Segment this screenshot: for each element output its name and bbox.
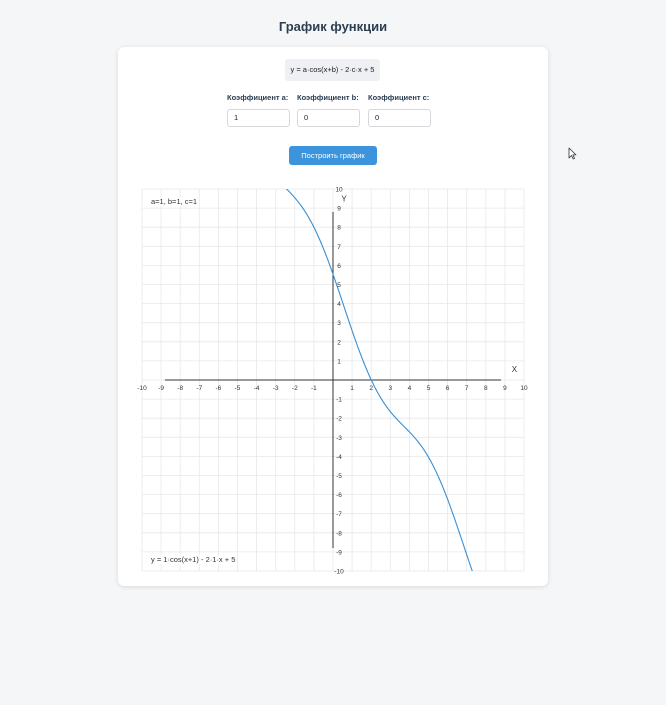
coefficient-b-label: Коэффициент b: [297,93,359,102]
coefficient-a-label: Коэффициент a: [227,93,289,102]
y-tick-label: -6 [336,492,342,500]
coefficient-a-input[interactable] [227,109,290,127]
x-tick-label: -7 [196,385,203,392]
y-tick-label: -10 [334,568,344,576]
x-tick-label: 4 [407,385,412,392]
coefficient-c-label: Коэффициент c: [368,93,430,102]
y-tick-label: -7 [336,511,342,519]
x-tick-label: -8 [177,385,184,392]
y-tick-label: -3 [336,434,342,442]
y-tick-label: 6 [337,262,341,270]
y-tick-label: -2 [336,415,342,423]
y-tick-label: 1 [337,358,341,366]
x-tick-label: -3 [272,385,279,392]
y-tick-label: -1 [336,396,342,404]
x-tick-label: 5 [426,385,431,392]
x-tick-label: -10 [137,385,147,392]
x-tick-label: 8 [483,385,488,392]
x-tick-label: -2 [291,385,298,392]
x-tick-label: 6 [445,385,450,392]
x-tick-label: -4 [253,385,260,392]
coefficient-b-field [297,93,361,127]
y-tick-label: 2 [337,339,341,347]
x-tick-label: -6 [215,385,222,392]
x-tick-label: 10 [520,385,528,392]
formula-display: y = a·cos(x+b) - 2·c·x + 5 [285,59,380,81]
y-tick-label: -8 [336,530,342,538]
y-tick-label: 9 [337,205,341,213]
y-tick-label: 10 [335,186,343,194]
plot-formula-label: y = 1·cos(x+1) - 2·1·x + 5 [151,555,236,564]
y-tick-label: 7 [337,243,341,251]
y-tick-label: 4 [337,301,341,309]
function-plot [137,186,528,576]
y-tick-label: -9 [336,549,342,557]
y-axis-label: Y [341,194,347,204]
y-tick-label: 8 [337,224,341,232]
y-tick-label: 3 [337,320,341,328]
coefficient-a-field [227,93,291,127]
coefficient-c-field [368,93,432,127]
y-tick-label: 5 [337,282,341,289]
plot-canvas [137,186,528,576]
mouse-cursor-icon [568,147,577,160]
x-tick-label: 2 [369,385,374,392]
x-axis-label: X [511,365,518,374]
function-card [118,47,548,586]
x-tick-label: 1 [350,385,354,392]
page-title: График функции [278,19,388,34]
coefficient-b-input[interactable] [297,109,360,127]
x-tick-label: 9 [503,385,507,392]
x-tick-label: 3 [388,385,393,392]
coefficients-label: a=1, b=1, c=1 [151,197,198,206]
y-tick-label: -5 [336,473,342,480]
coefficient-c-input[interactable] [368,109,431,127]
x-tick-label: -5 [234,385,241,392]
y-tick-label: -4 [336,453,342,461]
x-tick-label: -9 [158,385,164,392]
x-tick-label: -1 [311,385,317,392]
build-graph-button[interactable]: Построить график [289,146,377,165]
x-tick-label: 7 [464,385,469,392]
